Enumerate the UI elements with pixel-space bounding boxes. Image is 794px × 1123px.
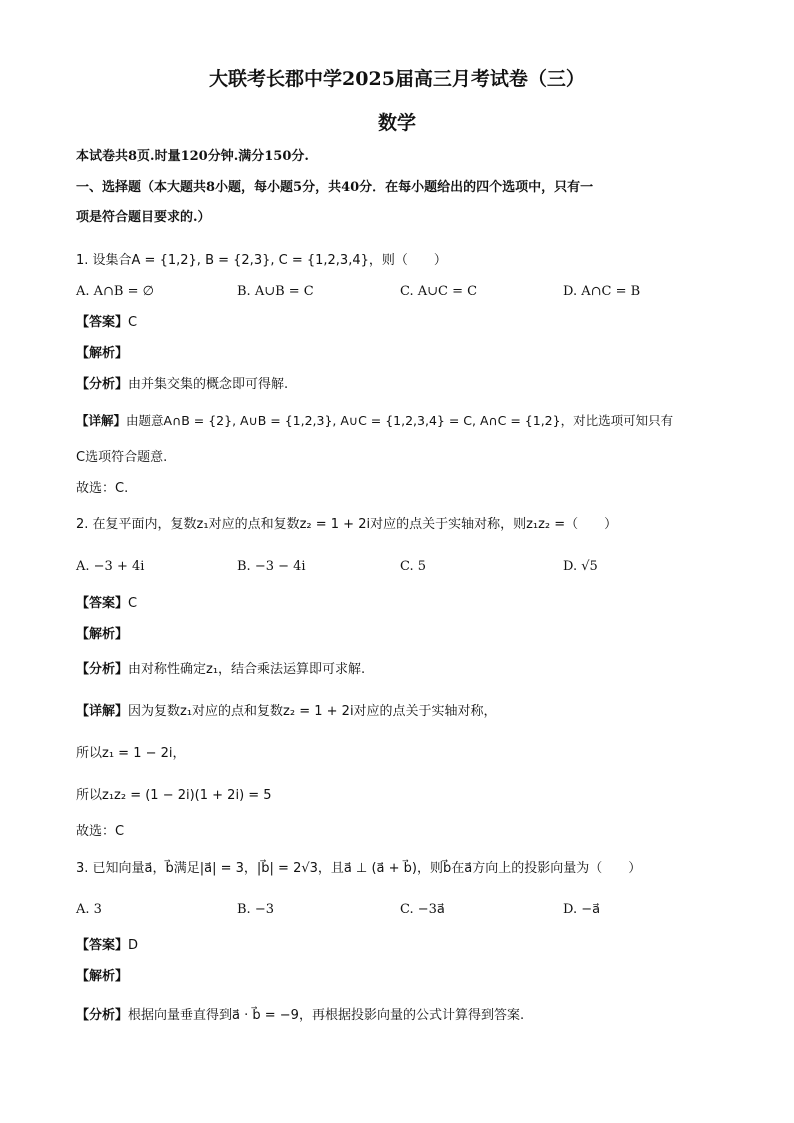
section-tag: 【解析】	[76, 627, 129, 642]
q1-fenxi: 【分析】由并集交集的概念即可得解.	[76, 377, 289, 392]
q3-stem: 3. 已知向量a⃗，b⃗满足|a⃗| = 3，|b⃗| = 2√3，且a⃗ ⊥ (a⃗ + b⃗)，则b⃗在a⃗方向上的投影向量为（ ）	[76, 861, 642, 876]
q2-option-c: C. 5	[400, 559, 427, 574]
q3-option-a: A. 3	[76, 902, 102, 917]
q1-xiangjie-line1: 【详解】由题意A∩B = {2}, A∪B = {1,2,3}, A∪C = {1,2,3,4} = C, A∩C = {1,2}，对比选项可知只有	[76, 413, 674, 428]
q3-option-c: C. −3a⃗	[400, 902, 445, 917]
q1-option-b: B. A∪B = C	[237, 284, 314, 299]
q3-answer: 【答案】D	[76, 938, 139, 953]
q1-analysis-label	[76, 345, 128, 363]
q1-xiangjie-line2: C选项符合题意.	[76, 450, 168, 465]
section-tag: 【分析】	[76, 377, 129, 392]
q2-step1: 所以z₁ = 1 − 2i，	[76, 746, 186, 761]
section-heading-line1: 一、选择题（本大题共8小题，每小题5分，共40分．在每小题给出的四个选项中，只有一	[76, 180, 594, 195]
q1-choice: 故选：C.	[76, 481, 129, 496]
section-tag: 【详解】	[76, 704, 129, 719]
q2-option-a: A. −3 + 4i	[76, 559, 145, 574]
section-tag: 【答案】	[76, 938, 129, 953]
q2-analysis-label	[76, 626, 128, 644]
section-heading-line2: 项是符合题目要求的.）	[76, 210, 211, 225]
q1-stem: 1. 设集合A = {1,2}, B = {2,3}, C = {1,2,3,4}，则（ ）	[76, 253, 447, 268]
q3-analysis-label	[76, 968, 128, 986]
section-tag: 【分析】	[76, 1008, 129, 1023]
section-tag: 【详解】	[76, 413, 127, 428]
q3-option-b: B. −3	[237, 902, 274, 917]
section-tag: 【答案】	[76, 596, 129, 611]
section-tag: 【解析】	[76, 346, 129, 361]
q3-option-d: D. −a⃗	[563, 902, 601, 917]
q1-option-c: C. A∪C = C	[400, 284, 478, 299]
q1-answer: 【答案】C	[76, 315, 138, 330]
section-tag: 【解析】	[76, 969, 129, 984]
q2-xiangjie: 【详解】因为复数z₁对应的点和复数z₂ = 1 + 2i对应的点关于实轴对称，	[76, 704, 497, 719]
q2-answer: 【答案】C	[76, 596, 138, 611]
exam-title: 大联考长郡中学2025届高三月考试卷（三）	[209, 68, 585, 90]
q2-option-d: D. √5	[563, 559, 598, 574]
q1-option-a: A. A∩B = ∅	[76, 284, 154, 299]
q2-stem: 2. 在复平面内，复数z₁对应的点和复数z₂ = 1 + 2i对应的点关于实轴对称，则z₁z₂ =（ ）	[76, 517, 618, 532]
q1-option-d: D. A∩C = B	[563, 284, 641, 299]
section-tag: 【分析】	[76, 662, 129, 677]
q2-choice: 故选：C	[76, 824, 125, 839]
subject-title: 数学	[377, 112, 416, 134]
section-tag: 【答案】	[76, 315, 129, 330]
q2-option-b: B. −3 − 4i	[237, 559, 306, 574]
q2-step2: 所以z₁z₂ = (1 − 2i)(1 + 2i) = 5	[76, 788, 272, 803]
exam-info: 本试卷共8页.时量120分钟.满分150分.	[76, 149, 309, 164]
q2-fenxi: 【分析】由对称性确定z₁，结合乘法运算即可求解.	[76, 662, 366, 677]
q3-fenxi: 【分析】根据向量垂直得到a⃗ · b⃗ = −9，再根据投影向量的公式计算得到答案.	[76, 1008, 525, 1023]
